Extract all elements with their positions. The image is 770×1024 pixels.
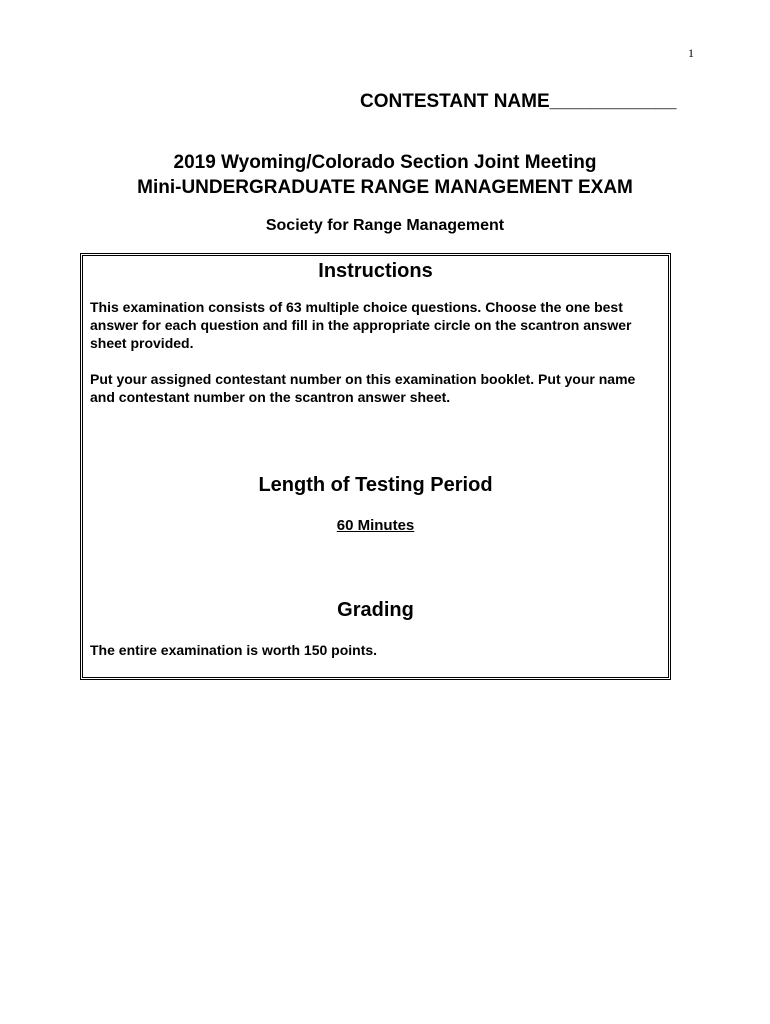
contestant-name-line: CONTESTANT NAME____________ [360, 91, 677, 112]
instructions-paragraph-1: This examination consists of 63 multiple choice questions. Choose the one best answer for each question and fill in the appropriate circle on the scantron answer sheet provided. [90, 299, 632, 351]
grading-text: The entire examination is worth 150 points. [90, 642, 378, 658]
title-line-1: 2019 Wyoming/Colorado Section Joint Meeting [173, 152, 597, 173]
instructions-box [80, 253, 671, 680]
testing-duration: 60 Minutes [336, 517, 415, 534]
society-name: Society for Range Management [265, 217, 505, 234]
page-number: 1 [688, 46, 694, 60]
title-line-2: Mini-UNDERGRADUATE RANGE MANAGEMENT EXAM [137, 177, 633, 198]
grading-heading: Grading [337, 599, 414, 621]
instructions-heading: Instructions [318, 260, 433, 282]
testing-period-heading: Length of Testing Period [258, 474, 493, 496]
instructions-paragraph-2: Put your assigned contestant number on this examination booklet. Put your name and contestant number on the scantron answer sheet. [90, 371, 636, 405]
exam-title [0, 150, 770, 200]
